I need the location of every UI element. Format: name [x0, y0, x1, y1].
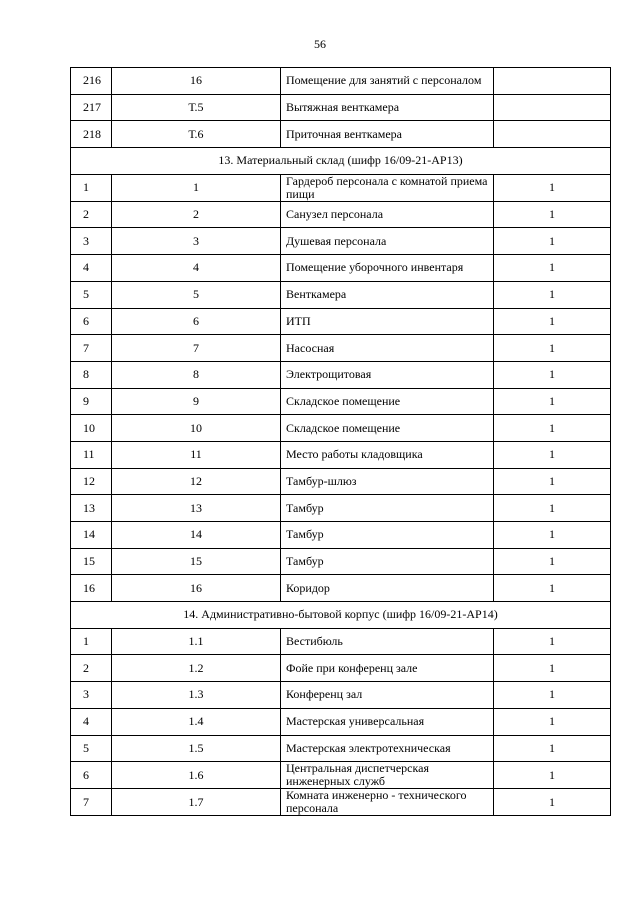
- table-row: [71, 682, 611, 709]
- row-index-cell: 16: [71, 575, 112, 602]
- room-number-cell: 1: [112, 174, 281, 201]
- table-row: [71, 68, 611, 95]
- page-number: 56: [314, 37, 326, 51]
- table-row: [71, 655, 611, 682]
- row-index-cell: 1: [71, 628, 112, 655]
- room-name-cell: Коридор: [281, 575, 494, 602]
- table-row: [71, 255, 611, 282]
- quantity-cell: 1: [494, 575, 611, 602]
- room-number-cell: 15: [112, 548, 281, 575]
- room-number-cell: 16: [112, 68, 281, 95]
- quantity-cell: 1: [494, 308, 611, 335]
- row-index-cell: 5: [71, 735, 112, 762]
- quantity-cell: 1: [494, 468, 611, 495]
- quantity-cell: 1: [494, 682, 611, 709]
- quantity-cell: [494, 121, 611, 148]
- room-number-cell: 10: [112, 415, 281, 442]
- table-row: [71, 361, 611, 388]
- row-index-cell: 216: [71, 68, 112, 95]
- table-row: [71, 441, 611, 468]
- row-index-cell: 6: [71, 762, 112, 789]
- quantity-cell: 1: [494, 281, 611, 308]
- row-index-cell: 6: [71, 308, 112, 335]
- row-index-cell: 11: [71, 441, 112, 468]
- room-name-cell: Складское помещение: [281, 415, 494, 442]
- room-number-cell: 1.1: [112, 628, 281, 655]
- room-name-cell: Тамбур: [281, 522, 494, 549]
- quantity-cell: 1: [494, 655, 611, 682]
- room-name-cell: Санузел персонала: [281, 201, 494, 228]
- rooms-table-body: [71, 68, 611, 816]
- table-row: [71, 121, 611, 148]
- quantity-cell: 1: [494, 228, 611, 255]
- row-index-cell: 7: [71, 789, 112, 816]
- row-index-cell: 8: [71, 361, 112, 388]
- table-row: [71, 335, 611, 362]
- row-index-cell: 2: [71, 655, 112, 682]
- quantity-cell: 1: [494, 708, 611, 735]
- quantity-cell: 1: [494, 335, 611, 362]
- section-title: 13. Материальный склад (шифр 16/09-21-АР13): [71, 148, 611, 175]
- table-row: [71, 522, 611, 549]
- room-name-cell: Тамбур-шлюз: [281, 468, 494, 495]
- room-name-cell: Мастерская электротехническая: [281, 735, 494, 762]
- room-number-cell: 5: [112, 281, 281, 308]
- table-row: [71, 174, 611, 201]
- room-name-cell: Место работы кладовщика: [281, 441, 494, 468]
- table-row: [71, 468, 611, 495]
- room-number-cell: Т.5: [112, 94, 281, 121]
- room-number-cell: 2: [112, 201, 281, 228]
- quantity-cell: 1: [494, 735, 611, 762]
- room-name-cell: Центральная диспетчерская инженерных служб: [281, 762, 494, 789]
- table-row: [71, 495, 611, 522]
- room-name-cell: Мастерская универсальная: [281, 708, 494, 735]
- room-name-cell: Тамбур: [281, 495, 494, 522]
- room-number-cell: 12: [112, 468, 281, 495]
- table-row: [71, 762, 611, 789]
- room-number-cell: 14: [112, 522, 281, 549]
- row-index-cell: 7: [71, 335, 112, 362]
- quantity-cell: 1: [494, 548, 611, 575]
- room-number-cell: 1.6: [112, 762, 281, 789]
- room-name-cell: Фойе при конференц зале: [281, 655, 494, 682]
- room-name-cell: Вестибюль: [281, 628, 494, 655]
- row-index-cell: 9: [71, 388, 112, 415]
- table-row: [71, 228, 611, 255]
- room-number-cell: 7: [112, 335, 281, 362]
- room-name-cell: Душевая персонала: [281, 228, 494, 255]
- quantity-cell: 1: [494, 762, 611, 789]
- room-number-cell: 8: [112, 361, 281, 388]
- quantity-cell: [494, 94, 611, 121]
- row-index-cell: 15: [71, 548, 112, 575]
- room-name-cell: Электрощитовая: [281, 361, 494, 388]
- quantity-cell: 1: [494, 441, 611, 468]
- table-row: [71, 281, 611, 308]
- room-name-cell: Гардероб персонала с комнатой приема пищи: [281, 174, 494, 201]
- room-name-cell: Вытяжная венткамера: [281, 94, 494, 121]
- quantity-cell: 1: [494, 174, 611, 201]
- room-number-cell: 6: [112, 308, 281, 335]
- room-number-cell: 1.3: [112, 682, 281, 709]
- table-row: [71, 94, 611, 121]
- section-header-row: [71, 148, 611, 175]
- row-index-cell: 13: [71, 495, 112, 522]
- room-name-cell: Венткамера: [281, 281, 494, 308]
- quantity-cell: 1: [494, 628, 611, 655]
- room-number-cell: 1.7: [112, 789, 281, 816]
- row-index-cell: 4: [71, 255, 112, 282]
- room-number-cell: 11: [112, 441, 281, 468]
- room-number-cell: 16: [112, 575, 281, 602]
- row-index-cell: 2: [71, 201, 112, 228]
- rooms-table: [70, 67, 611, 816]
- room-number-cell: 1.5: [112, 735, 281, 762]
- row-index-cell: 3: [71, 228, 112, 255]
- table-row: [71, 789, 611, 816]
- quantity-cell: 1: [494, 495, 611, 522]
- table-row: [71, 708, 611, 735]
- table-row: [71, 575, 611, 602]
- row-index-cell: 1: [71, 174, 112, 201]
- quantity-cell: 1: [494, 415, 611, 442]
- room-number-cell: Т.6: [112, 121, 281, 148]
- row-index-cell: 4: [71, 708, 112, 735]
- room-number-cell: 13: [112, 495, 281, 522]
- row-index-cell: 12: [71, 468, 112, 495]
- room-name-cell: Комната инженерно - технического персонала: [281, 789, 494, 816]
- room-name-cell: Приточная венткамера: [281, 121, 494, 148]
- room-number-cell: 3: [112, 228, 281, 255]
- section-header-row: [71, 602, 611, 629]
- quantity-cell: 1: [494, 361, 611, 388]
- table-row: [71, 415, 611, 442]
- room-name-cell: Тамбур: [281, 548, 494, 575]
- row-index-cell: 14: [71, 522, 112, 549]
- quantity-cell: 1: [494, 789, 611, 816]
- quantity-cell: 1: [494, 388, 611, 415]
- section-title: 14. Административно-бытовой корпус (шифр 16/09-21-АР14): [71, 602, 611, 629]
- room-name-cell: Помещение для занятий с персоналом: [281, 68, 494, 95]
- table-row: [71, 201, 611, 228]
- room-number-cell: 1.4: [112, 708, 281, 735]
- table-row: [71, 548, 611, 575]
- table-row: [71, 628, 611, 655]
- quantity-cell: 1: [494, 201, 611, 228]
- row-index-cell: 217: [71, 94, 112, 121]
- quantity-cell: [494, 68, 611, 95]
- quantity-cell: 1: [494, 522, 611, 549]
- room-number-cell: 4: [112, 255, 281, 282]
- room-number-cell: 1.2: [112, 655, 281, 682]
- room-name-cell: Складское помещение: [281, 388, 494, 415]
- row-index-cell: 3: [71, 682, 112, 709]
- table-row: [71, 308, 611, 335]
- row-index-cell: 10: [71, 415, 112, 442]
- room-name-cell: ИТП: [281, 308, 494, 335]
- room-number-cell: 9: [112, 388, 281, 415]
- table-row: [71, 388, 611, 415]
- room-name-cell: Конференц зал: [281, 682, 494, 709]
- room-name-cell: Помещение уборочного инвентаря: [281, 255, 494, 282]
- table-row: [71, 735, 611, 762]
- quantity-cell: 1: [494, 255, 611, 282]
- row-index-cell: 218: [71, 121, 112, 148]
- row-index-cell: 5: [71, 281, 112, 308]
- room-name-cell: Насосная: [281, 335, 494, 362]
